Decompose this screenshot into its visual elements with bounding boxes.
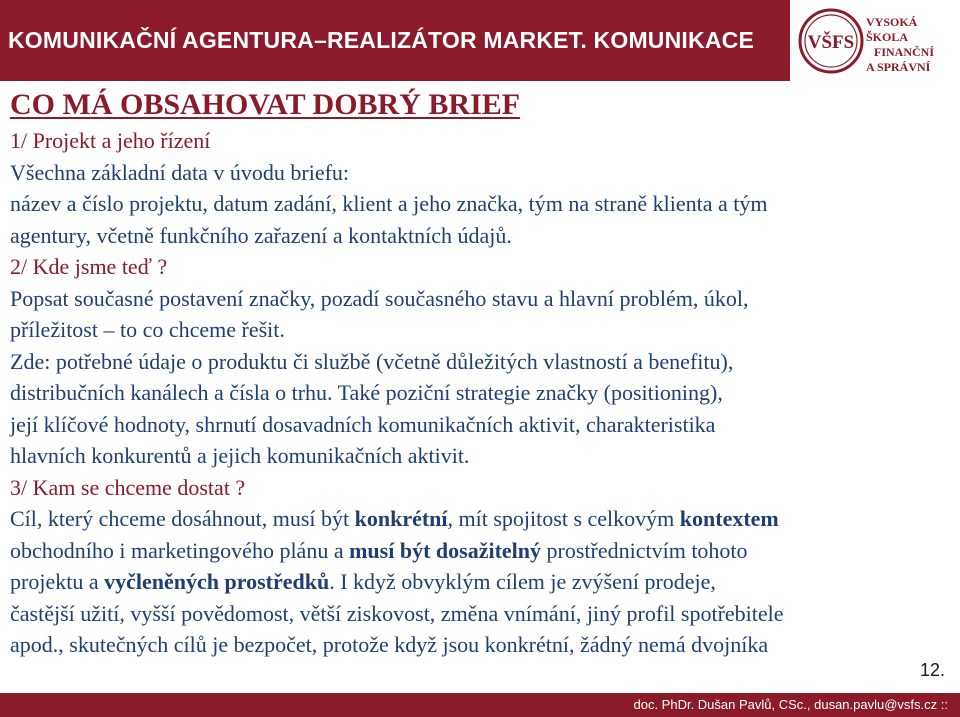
- section-2-heading: 2/ Kde jsme teď ?: [10, 254, 168, 279]
- footer-author: doc. PhDr. Dušan Pavlů, CSc., dusan.pavlu@vsfs.cz ::: [633, 697, 948, 712]
- section-3-line: častější užití, vyšší povědomost, větší ziskovost, změna vnímání, jiný profil spotřebitele: [10, 600, 784, 626]
- section-2-line: příležitost – to co chceme řešit.: [10, 317, 285, 342]
- section-1-heading: 1/ Projekt a jeho řízení: [10, 128, 211, 153]
- slide-title: CO MÁ OBSAHOVAT DOBRÝ BRIEF: [10, 88, 521, 121]
- slide-content: [10, 85, 950, 661]
- footer-bar: [0, 693, 960, 717]
- svg-text:VŠFS: VŠFS: [807, 32, 855, 53]
- section-2-line: Popsat současné postavení značky, pozadí současného stavu a hlavní problém, úkol,: [10, 285, 749, 311]
- section-2-line: distribučních kanálech a čísla o trhu. Také poziční strategie značky (positioning),: [10, 380, 723, 405]
- section-1-line: Všechna základní data v úvodu briefu:: [10, 159, 350, 185]
- emphasis-text: kontextem: [679, 506, 779, 531]
- section-3-line: projektu a vyčleněných prostředků. I když obvyklým cílem je zvýšení prodeje,: [10, 569, 716, 594]
- emphasis-text: musí být dosažitelný: [349, 537, 542, 563]
- section-3-line: Cíl, který chceme dosáhnout, musí být konkrétní, mít spojitost s celkovým kontextem: [10, 506, 779, 531]
- logo-text: [866, 15, 960, 75]
- page-number: 12.: [920, 660, 946, 680]
- logo-line-1: VYSOKÁ ŠKOLA: [866, 15, 918, 44]
- section-3-line: apod., skutečných cílů je bezpočet, protože když jsou konkrétní, žádný nemá dvojníka: [10, 632, 769, 657]
- section-2-line: hlavních konkurentů a jejich komunikačních aktivit.: [10, 443, 470, 468]
- section-3-heading: 3/ Kam se chceme dostat ?: [10, 474, 246, 500]
- header-title: KOMUNIKAČNÍ AGENTURA–REALIZÁTOR MARKET. KOMUNIKACE: [8, 27, 754, 53]
- school-logo: [790, 0, 960, 81]
- header-bar: [0, 0, 960, 81]
- vsfs-logo-icon: [798, 8, 864, 74]
- logo-line-2: FINANČNÍ: [874, 45, 934, 59]
- emphasis-text: konkrétní: [354, 506, 448, 531]
- section-1-line: agentury, včetně funkčního zařazení a kontaktních údajů.: [10, 222, 512, 248]
- logo-line-3: A SPRÁVNÍ: [866, 60, 931, 74]
- section-1-line: název a číslo projektu, datum zadání, klient a jeho značka, tým na straně klienta a tým: [10, 191, 768, 216]
- section-2-line: Zde: potřebné údaje o produktu či službě (včetně důležitých vlastností a benefitu),: [10, 348, 734, 374]
- section-2-line: její klíčové hodnoty, shrnutí dosavadních komunikačních aktivit, charakteristika: [10, 411, 716, 437]
- emphasis-text: vyčleněných prostředků: [104, 569, 330, 594]
- section-3-line: obchodního i marketingového plánu a musí být dosažitelný prostřednictvím tohoto: [10, 537, 748, 563]
